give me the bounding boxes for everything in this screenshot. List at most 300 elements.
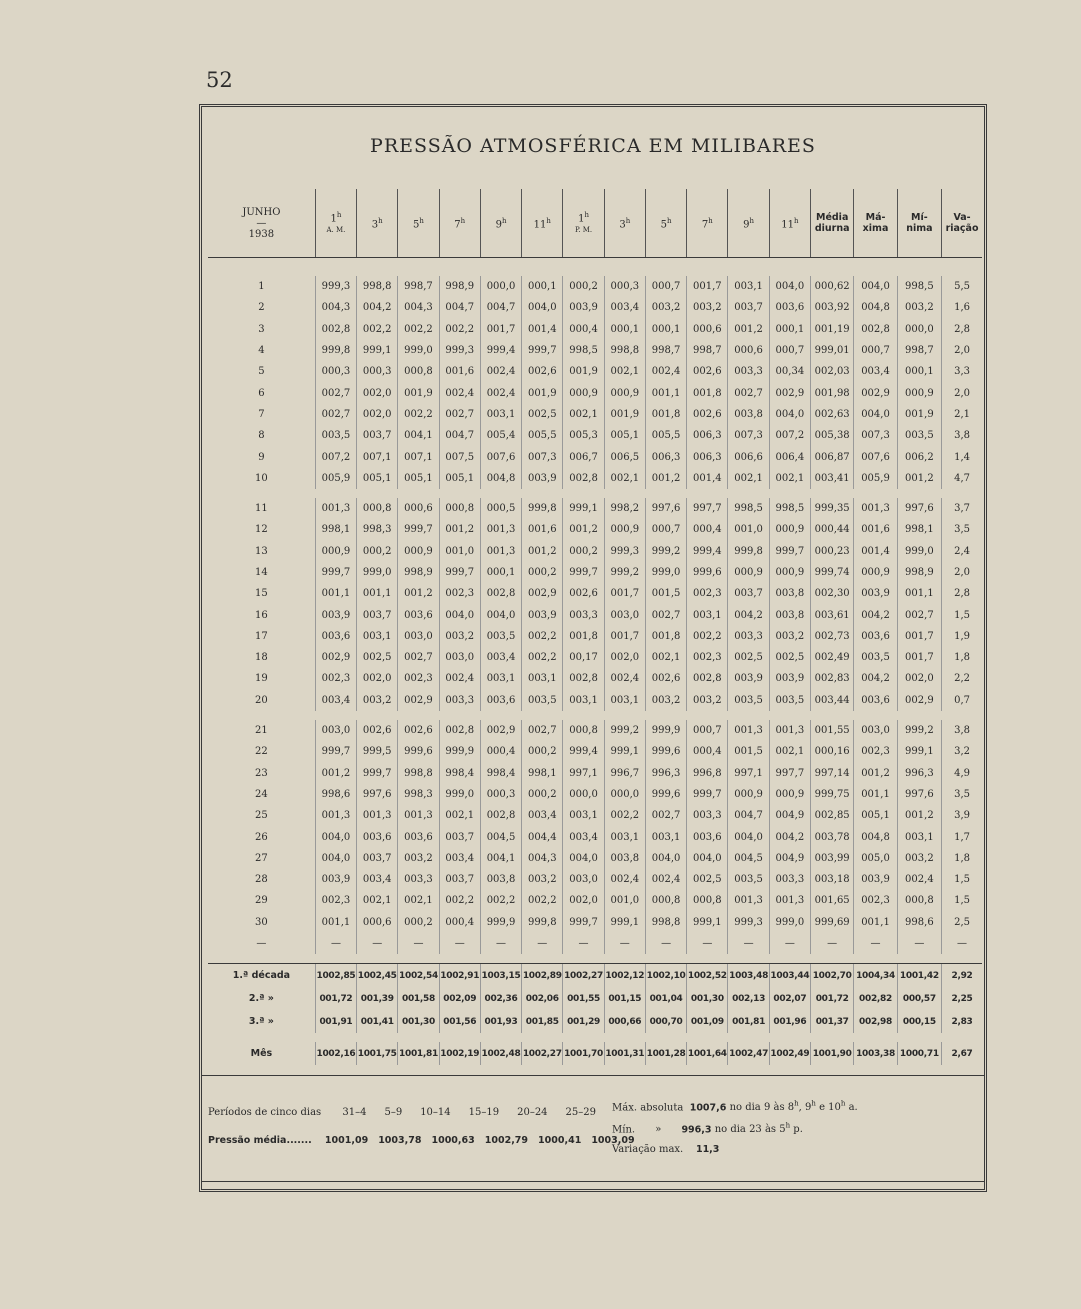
table-cell: 002,7 bbox=[315, 382, 356, 403]
row-label: 15 bbox=[255, 588, 268, 600]
table-cell: 002,2 bbox=[398, 404, 439, 425]
table-cell: 002,9 bbox=[522, 583, 563, 604]
table-cell: 3,8 bbox=[942, 425, 982, 446]
table-cell: 000,9 bbox=[604, 519, 645, 540]
table-cell: 000,2 bbox=[522, 784, 563, 805]
table-cell: 003,7 bbox=[357, 604, 398, 625]
table-cell: 999,2 bbox=[897, 720, 941, 741]
table-cell: 004,2 bbox=[769, 826, 810, 847]
table-cell: 000,9 bbox=[854, 562, 897, 583]
table-cell: 004,1 bbox=[480, 848, 521, 869]
spacer-row bbox=[208, 711, 982, 720]
table-cell: 002,0 bbox=[897, 668, 941, 689]
table-cell: 999,7 bbox=[439, 562, 480, 583]
table-cell: 001,7 bbox=[897, 647, 941, 668]
table-cell: 000,6 bbox=[357, 912, 398, 933]
table-cell: 004,7 bbox=[439, 297, 480, 318]
table-cell: 000,8 bbox=[357, 498, 398, 519]
row-label: 9 bbox=[258, 451, 265, 463]
table-cell: 1002,47 bbox=[728, 1042, 769, 1065]
table-cell: 001,7 bbox=[687, 276, 728, 297]
table-cell: 000,9 bbox=[897, 382, 941, 403]
table-cell: 1001,81 bbox=[398, 1042, 439, 1065]
pressures-list bbox=[315, 1135, 635, 1146]
table-cell: 999,01 bbox=[811, 340, 854, 361]
pressure-line bbox=[208, 1135, 635, 1146]
table-row bbox=[208, 805, 982, 826]
table-row bbox=[208, 604, 982, 625]
table-cell: 001,39 bbox=[357, 987, 398, 1010]
table-cell: 2,1 bbox=[942, 404, 982, 425]
table-cell: 003,9 bbox=[728, 668, 769, 689]
table-cell: 000,1 bbox=[897, 361, 941, 382]
row-label: 5 bbox=[258, 366, 265, 378]
period-item: 5–9 bbox=[384, 1107, 403, 1118]
table-cell: 001,1 bbox=[357, 583, 398, 604]
row-label: — bbox=[256, 938, 267, 950]
table-cell: 003,1 bbox=[728, 276, 769, 297]
table-cell: 002,9 bbox=[315, 647, 356, 668]
table-cell: 005,9 bbox=[315, 468, 356, 489]
table-cell: 1003,15 bbox=[480, 964, 521, 988]
table-cell: 007,6 bbox=[480, 446, 521, 467]
table-cell: 004,5 bbox=[728, 848, 769, 869]
table-cell: 003,8 bbox=[728, 404, 769, 425]
table-cell: 000,7 bbox=[687, 720, 728, 741]
footer-divider bbox=[202, 1075, 984, 1076]
table-cell: 002,0 bbox=[604, 647, 645, 668]
table-cell: 001,2 bbox=[522, 541, 563, 562]
table-cell: 1000,71 bbox=[897, 1042, 941, 1065]
table-cell: 001,3 bbox=[398, 805, 439, 826]
table-cell: 1003,44 bbox=[769, 964, 810, 988]
table-cell: 997,6 bbox=[897, 498, 941, 519]
row-label: 18 bbox=[255, 652, 268, 664]
table-cell: 1002,85 bbox=[315, 964, 356, 988]
table-cell: 998,5 bbox=[897, 276, 941, 297]
period-item: 15–19 bbox=[468, 1107, 500, 1118]
table-cell: 003,5 bbox=[480, 626, 521, 647]
table-cell: 005,1 bbox=[357, 468, 398, 489]
table-cell: 005,38 bbox=[811, 425, 854, 446]
table-cell: 999,0 bbox=[357, 562, 398, 583]
table-cell: 002,83 bbox=[811, 668, 854, 689]
table-cell: 999,3 bbox=[315, 276, 356, 297]
table-cell: 997,7 bbox=[687, 498, 728, 519]
table-cell: 002,0 bbox=[563, 890, 604, 911]
table-cell: 003,9 bbox=[769, 668, 810, 689]
page-number: 52 bbox=[206, 68, 233, 92]
table-cell: 004,0 bbox=[480, 604, 521, 625]
table-cell: 1,6 bbox=[942, 297, 982, 318]
table-cell: 004,4 bbox=[522, 826, 563, 847]
table-cell: 2,4 bbox=[942, 541, 982, 562]
table-cell: 001,4 bbox=[854, 541, 897, 562]
table-cell: 002,6 bbox=[563, 583, 604, 604]
table-cell: 1,5 bbox=[942, 604, 982, 625]
table-cell: 998,7 bbox=[687, 340, 728, 361]
header-col: 3$^h$ bbox=[604, 189, 645, 258]
table-cell: 000,6 bbox=[728, 340, 769, 361]
table-cell: 001,9 bbox=[604, 404, 645, 425]
table-cell: 003,6 bbox=[687, 826, 728, 847]
row-label: 1.ª década bbox=[208, 964, 315, 988]
table-cell: 002,8 bbox=[563, 668, 604, 689]
min-label: Mín. bbox=[612, 1124, 636, 1136]
table-cell: 002,4 bbox=[645, 361, 686, 382]
table-cell: 999,0 bbox=[645, 562, 686, 583]
table-cell: 998,1 bbox=[315, 519, 356, 540]
table-cell: 002,3 bbox=[687, 583, 728, 604]
table-cell: 002,09 bbox=[439, 987, 480, 1010]
row-label: 30 bbox=[255, 916, 268, 928]
table-cell: 999,0 bbox=[897, 541, 941, 562]
table-cell: 3,7 bbox=[942, 498, 982, 519]
table-cell: 1002,27 bbox=[522, 1042, 563, 1065]
table-cell: 006,6 bbox=[728, 446, 769, 467]
table-cell: 000,2 bbox=[563, 276, 604, 297]
table-cell: 000,0 bbox=[563, 784, 604, 805]
table-cell: 004,8 bbox=[854, 297, 897, 318]
table-cell: 000,0 bbox=[604, 784, 645, 805]
table-cell: 002,1 bbox=[645, 647, 686, 668]
table-cell: 006,87 bbox=[811, 446, 854, 467]
table-cell: 999,2 bbox=[645, 541, 686, 562]
table-cell: 3,3 bbox=[942, 361, 982, 382]
table-cell: 003,0 bbox=[604, 604, 645, 625]
table-cell: 000,2 bbox=[522, 741, 563, 762]
table-cell: 3,9 bbox=[942, 805, 982, 826]
table-cell: 003,2 bbox=[897, 297, 941, 318]
table-cell: 999,1 bbox=[357, 340, 398, 361]
table-cell: 005,1 bbox=[604, 425, 645, 446]
spacer-row bbox=[208, 954, 982, 964]
table-cell: 003,0 bbox=[315, 720, 356, 741]
table-cell: 002,8 bbox=[563, 468, 604, 489]
table-cell: 003,5 bbox=[522, 690, 563, 711]
table-cell: 005,9 bbox=[854, 468, 897, 489]
table-frame bbox=[199, 104, 987, 1192]
periods-label: Períodos de cinco dias bbox=[208, 1107, 322, 1118]
table-cell: 000,3 bbox=[480, 784, 521, 805]
table-cell: 003,1 bbox=[480, 668, 521, 689]
table-row bbox=[208, 741, 982, 762]
table-cell: 000,15 bbox=[897, 1010, 941, 1033]
row-label: 21 bbox=[255, 725, 268, 737]
table-cell: 000,9 bbox=[769, 519, 810, 540]
table-cell: 002,03 bbox=[811, 361, 854, 382]
table-cell: 999,7 bbox=[357, 763, 398, 784]
table-cell: 1002,19 bbox=[439, 1042, 480, 1065]
header-col: 9$^h$ bbox=[480, 189, 521, 258]
table-cell: 1002,12 bbox=[604, 964, 645, 988]
pressure-label: Pressão média....... bbox=[208, 1135, 312, 1146]
table-cell: 001,58 bbox=[398, 987, 439, 1010]
max-value: 1007,6 bbox=[689, 1102, 727, 1114]
table-cell: 003,3 bbox=[728, 626, 769, 647]
table-cell: 999,4 bbox=[563, 741, 604, 762]
table-cell: 004,1 bbox=[398, 425, 439, 446]
table-cell: 0,7 bbox=[942, 690, 982, 711]
table-cell: 000,4 bbox=[687, 741, 728, 762]
table-cell: 002,5 bbox=[357, 647, 398, 668]
header-col: 1$^h$ A. M. bbox=[315, 189, 356, 258]
table-cell: 001,96 bbox=[769, 1010, 810, 1033]
table-cell: 002,4 bbox=[604, 668, 645, 689]
table-cell: 003,7 bbox=[357, 425, 398, 446]
table-cell: 001,3 bbox=[480, 541, 521, 562]
table-cell: 999,6 bbox=[645, 784, 686, 805]
table-cell: 002,6 bbox=[687, 404, 728, 425]
periods-list bbox=[324, 1107, 596, 1118]
table-cell: 004,7 bbox=[439, 425, 480, 446]
table-cell: 001,1 bbox=[315, 912, 356, 933]
table-cell: 002,6 bbox=[357, 720, 398, 741]
table-cell: 3,2 bbox=[942, 741, 982, 762]
table-cell: 001,2 bbox=[897, 468, 941, 489]
table-row bbox=[208, 784, 982, 805]
bottom-rule bbox=[202, 1181, 984, 1182]
table-cell: 001,30 bbox=[687, 987, 728, 1010]
table-cell: 002,06 bbox=[522, 987, 563, 1010]
table-cell: 002,3 bbox=[439, 583, 480, 604]
table-cell: 004,0 bbox=[563, 848, 604, 869]
table-cell: 1002,70 bbox=[811, 964, 854, 988]
table-cell: 999,8 bbox=[728, 541, 769, 562]
table-row bbox=[208, 382, 982, 403]
table-cell: 002,1 bbox=[439, 805, 480, 826]
table-cell: 003,41 bbox=[811, 468, 854, 489]
table-cell: 002,2 bbox=[357, 319, 398, 340]
spacer-cell bbox=[208, 954, 982, 964]
table-row bbox=[208, 562, 982, 583]
table-cell: 003,3 bbox=[563, 604, 604, 625]
table-cell: 003,8 bbox=[769, 604, 810, 625]
table-cell: 1,9 bbox=[942, 626, 982, 647]
table-cell: 000,6 bbox=[398, 498, 439, 519]
table-cell: 003,9 bbox=[315, 604, 356, 625]
table-cell: 2,2 bbox=[942, 668, 982, 689]
table-cell: 001,8 bbox=[645, 404, 686, 425]
spacer-row bbox=[208, 1033, 982, 1042]
table-cell: 000,62 bbox=[811, 276, 854, 297]
table-cell: 001,3 bbox=[480, 519, 521, 540]
table-cell: 001,37 bbox=[811, 1010, 854, 1033]
table-cell: 002,30 bbox=[811, 583, 854, 604]
table-cell: 003,8 bbox=[769, 583, 810, 604]
table-cell: 999,7 bbox=[315, 562, 356, 583]
table-cell: 1002,45 bbox=[357, 964, 398, 988]
table-cell: 003,2 bbox=[897, 848, 941, 869]
table-cell: 002,1 bbox=[769, 468, 810, 489]
table-cell: 999,1 bbox=[604, 741, 645, 762]
table-cell: 003,5 bbox=[315, 425, 356, 446]
table-cell: 001,6 bbox=[854, 519, 897, 540]
table-row bbox=[208, 468, 982, 489]
table-cell: 002,7 bbox=[398, 647, 439, 668]
table-cell: 000,44 bbox=[811, 519, 854, 540]
table-cell: 001,81 bbox=[728, 1010, 769, 1033]
table-cell: 001,6 bbox=[522, 519, 563, 540]
row-label: 3.ª » bbox=[248, 1016, 274, 1028]
table-cell: 002,2 bbox=[687, 626, 728, 647]
table-row bbox=[208, 297, 982, 318]
table-cell: 002,4 bbox=[480, 382, 521, 403]
table-cell: 001,0 bbox=[439, 541, 480, 562]
table-cell: 999,4 bbox=[687, 541, 728, 562]
min-text: no dia 23 às 5$^h$ p. bbox=[714, 1122, 803, 1136]
table-cell: 004,0 bbox=[854, 404, 897, 425]
table-cell: 999,3 bbox=[604, 541, 645, 562]
table-cell: 006,4 bbox=[769, 446, 810, 467]
table-cell: 002,7 bbox=[645, 604, 686, 625]
table-cell: 000,8 bbox=[897, 890, 941, 911]
table-cell: 003,9 bbox=[854, 583, 897, 604]
table-cell: 000,4 bbox=[563, 319, 604, 340]
table-cell: 999,0 bbox=[769, 912, 810, 933]
table-cell: 003,2 bbox=[769, 626, 810, 647]
table-cell: 001,3 bbox=[357, 805, 398, 826]
table-cell: 002,98 bbox=[854, 1010, 897, 1033]
row-label: 25 bbox=[255, 810, 268, 822]
table-cell: 000,9 bbox=[563, 382, 604, 403]
table-cell: 998,8 bbox=[398, 763, 439, 784]
summary-row bbox=[208, 987, 982, 1010]
table-cell: 2,8 bbox=[942, 319, 982, 340]
table-cell: 002,4 bbox=[897, 869, 941, 890]
table-cell: 999,7 bbox=[687, 784, 728, 805]
table-cell: 006,2 bbox=[897, 446, 941, 467]
table-cell: — bbox=[897, 933, 941, 954]
pressure-item: 1001,09 bbox=[324, 1135, 369, 1146]
table-cell: 007,6 bbox=[854, 446, 897, 467]
row-label: 16 bbox=[255, 609, 268, 621]
row-label: 14 bbox=[255, 567, 268, 578]
table-cell: 007,3 bbox=[728, 425, 769, 446]
spacer-row bbox=[208, 258, 982, 268]
table-cell: 003,0 bbox=[563, 869, 604, 890]
periods-line bbox=[208, 1107, 596, 1118]
table-cell: 999,6 bbox=[398, 741, 439, 762]
row-label: 10 bbox=[255, 472, 268, 484]
var-line bbox=[612, 1144, 719, 1155]
table-cell: 001,2 bbox=[398, 583, 439, 604]
table-cell: 2,0 bbox=[942, 562, 982, 583]
table-cell: 998,8 bbox=[357, 276, 398, 297]
table-cell: 007,1 bbox=[398, 446, 439, 467]
table-cell: 003,9 bbox=[522, 468, 563, 489]
row-label: 3 bbox=[258, 323, 265, 335]
table-cell: 999,6 bbox=[687, 562, 728, 583]
table-cell: 002,4 bbox=[645, 869, 686, 890]
table-cell: 000,3 bbox=[357, 361, 398, 382]
table-row bbox=[208, 720, 982, 741]
table-cell: 002,1 bbox=[728, 468, 769, 489]
table-cell: 002,7 bbox=[439, 404, 480, 425]
table-cell: 002,7 bbox=[728, 382, 769, 403]
table-cell: 1001,70 bbox=[563, 1042, 604, 1065]
row-label: 27 bbox=[255, 852, 268, 864]
table-cell: 003,1 bbox=[522, 668, 563, 689]
table-cell: 001,04 bbox=[645, 987, 686, 1010]
table-cell: 1002,16 bbox=[315, 1042, 356, 1065]
table-cell: 998,7 bbox=[897, 340, 941, 361]
table-cell: 002,1 bbox=[398, 890, 439, 911]
pressure-item: 1002,79 bbox=[484, 1135, 529, 1146]
header-col: 11$^h$ bbox=[769, 189, 810, 258]
row-label: 6 bbox=[258, 387, 265, 399]
table-cell: 2,8 bbox=[942, 583, 982, 604]
table-cell: 002,7 bbox=[522, 720, 563, 741]
table-cell: 003,92 bbox=[811, 297, 854, 318]
table-cell: 997,6 bbox=[897, 784, 941, 805]
table-cell: 004,8 bbox=[854, 826, 897, 847]
table-cell: 001,3 bbox=[769, 890, 810, 911]
header-col: 9$^h$ bbox=[728, 189, 769, 258]
table-cell: 998,3 bbox=[357, 519, 398, 540]
header-col: Média diurna bbox=[811, 189, 854, 258]
table-cell: 001,4 bbox=[687, 468, 728, 489]
table-cell: 1002,10 bbox=[645, 964, 686, 988]
header-col: 7$^h$ bbox=[439, 189, 480, 258]
period-item: 10–14 bbox=[420, 1107, 451, 1118]
table-cell: 002,0 bbox=[357, 404, 398, 425]
table-cell: 002,1 bbox=[563, 404, 604, 425]
table-cell: 002,63 bbox=[811, 404, 854, 425]
table-cell: 002,1 bbox=[604, 361, 645, 382]
table-cell: 998,5 bbox=[728, 498, 769, 519]
table-cell: 004,2 bbox=[854, 668, 897, 689]
table-cell: 999,35 bbox=[811, 498, 854, 519]
table-cell: 001,3 bbox=[728, 720, 769, 741]
table-cell: 002,2 bbox=[522, 647, 563, 668]
table-cell: 1001,31 bbox=[604, 1042, 645, 1065]
table-cell: 002,7 bbox=[897, 604, 941, 625]
table-cell: 999,1 bbox=[604, 912, 645, 933]
table-cell: 002,7 bbox=[315, 404, 356, 425]
table-cell: 004,0 bbox=[315, 826, 356, 847]
table-cell: 002,4 bbox=[480, 361, 521, 382]
table-cell: 001,9 bbox=[522, 382, 563, 403]
table-cell: 998,6 bbox=[897, 912, 941, 933]
table-cell: 3,5 bbox=[942, 784, 982, 805]
table-cell: 002,5 bbox=[728, 647, 769, 668]
table-cell: 001,19 bbox=[811, 319, 854, 340]
table-cell: 2,0 bbox=[942, 340, 982, 361]
table-row bbox=[208, 541, 982, 562]
table-cell: 001,8 bbox=[645, 626, 686, 647]
table-cell: 002,3 bbox=[687, 647, 728, 668]
var-value: 11,3 bbox=[695, 1144, 720, 1155]
row-label: 17 bbox=[255, 630, 268, 642]
table-cell: 000,9 bbox=[769, 562, 810, 583]
min-line bbox=[612, 1122, 803, 1135]
table-cell: 002,6 bbox=[645, 668, 686, 689]
table-cell: 1001,64 bbox=[687, 1042, 728, 1065]
header-col: Mí- nima bbox=[897, 189, 941, 258]
table-cell: 004,5 bbox=[480, 826, 521, 847]
row-label: 13 bbox=[255, 545, 268, 557]
table-cell: 002,3 bbox=[854, 741, 897, 762]
table-cell: 998,7 bbox=[645, 340, 686, 361]
table-cell: 003,8 bbox=[604, 848, 645, 869]
table-cell: 000,3 bbox=[604, 276, 645, 297]
table-cell: 000,23 bbox=[811, 541, 854, 562]
table-cell: 002,5 bbox=[769, 647, 810, 668]
table-cell: 998,8 bbox=[645, 912, 686, 933]
table-cell: 003,3 bbox=[687, 805, 728, 826]
table-cell: 001,2 bbox=[439, 519, 480, 540]
